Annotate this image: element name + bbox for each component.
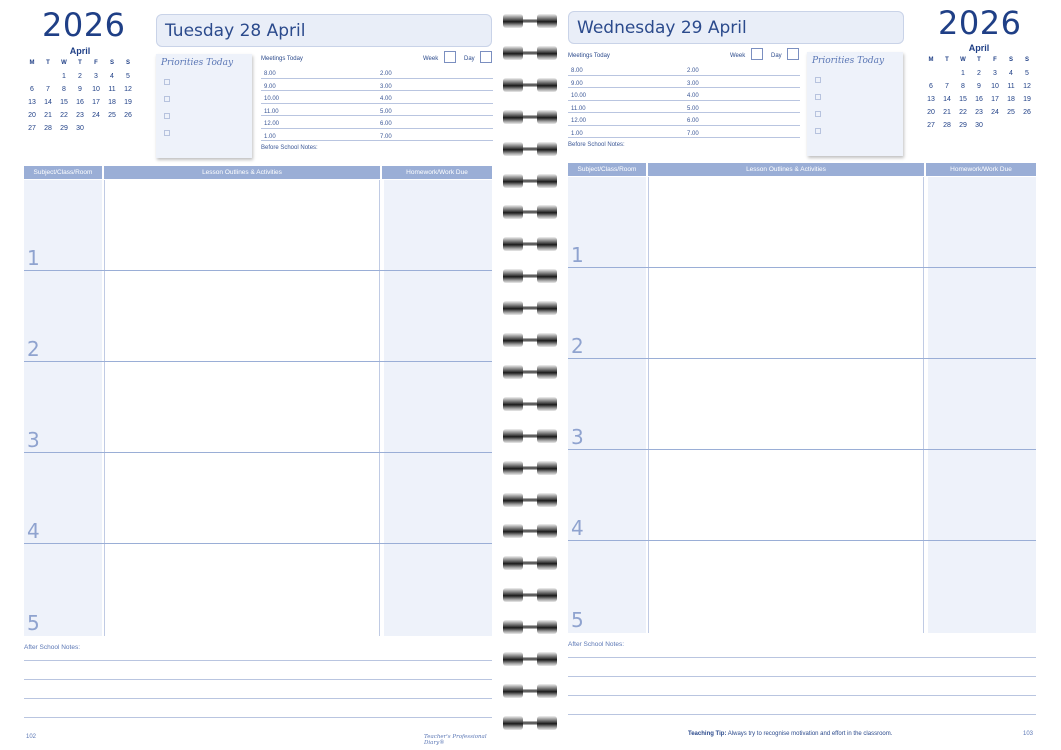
spiral-coil — [503, 333, 557, 347]
teaching-tip-label: Teaching Tip: — [688, 731, 727, 737]
calendar-weekday: S — [125, 60, 130, 66]
meeting-time-slot[interactable]: 10.00 — [568, 88, 684, 101]
year-title: 2026 — [938, 4, 1022, 42]
note-line — [568, 658, 1036, 677]
spiral-coil — [503, 269, 557, 283]
meeting-time-slot[interactable]: 3.00 — [377, 79, 493, 92]
meeting-times — [568, 63, 800, 138]
year-title: 2026 — [42, 6, 126, 44]
calendar-day[interactable]: 2 — [977, 70, 981, 77]
calendar-day[interactable]: 14 — [943, 96, 951, 103]
spiral-coil — [503, 301, 557, 315]
calendar-weekday: M — [928, 57, 934, 63]
calendar-day[interactable]: 7 — [945, 83, 949, 90]
meeting-time-slot[interactable]: 6.00 — [377, 116, 493, 129]
week-label: Week — [423, 56, 439, 62]
calendar-day[interactable]: 13 — [927, 96, 935, 103]
calendar-weekday: S — [1008, 57, 1013, 63]
note-line — [24, 661, 492, 680]
meetings-section — [568, 49, 800, 148]
day-label: Day — [771, 53, 782, 59]
calendar-day[interactable]: 1 — [62, 73, 66, 80]
calendar-weekday: F — [993, 57, 997, 63]
period-number: 3 — [571, 425, 584, 449]
calendar-day[interactable]: 21 — [943, 109, 951, 116]
spiral-coil — [503, 524, 557, 538]
spiral-coil — [503, 429, 557, 443]
period-number: 3 — [27, 428, 40, 452]
spiral-coil — [503, 652, 557, 666]
period-number: 1 — [571, 243, 584, 267]
priorities-note — [807, 52, 903, 156]
meeting-time-slot[interactable]: 7.00 — [377, 129, 493, 142]
lesson-table — [24, 166, 492, 636]
mini-calendar — [24, 46, 136, 133]
brand-footer: Teacher's Professional Diary® — [424, 734, 487, 746]
calendar-weekday: T — [945, 57, 949, 63]
mini-calendar — [923, 43, 1035, 130]
calendar-weekday: T — [78, 60, 82, 66]
table-header — [568, 163, 1036, 176]
priority-checkbox[interactable] — [815, 111, 821, 117]
calendar-day[interactable]: 23 — [76, 112, 84, 119]
calendar-weekday: S — [109, 60, 114, 66]
calendar-day[interactable]: 2 — [78, 73, 82, 80]
priority-checkbox[interactable] — [164, 96, 170, 102]
meeting-time-slot[interactable]: 8.00 — [568, 63, 684, 76]
calendar-day[interactable]: 4 — [1009, 70, 1013, 77]
calendar-month: April — [968, 43, 990, 53]
calendar-day[interactable]: 23 — [975, 109, 983, 116]
calendar-weekday: T — [46, 60, 50, 66]
lesson-column-header: Lesson Outlines & Activities — [648, 163, 926, 176]
note-line — [568, 677, 1036, 696]
calendar-day[interactable]: 14 — [44, 99, 52, 106]
calendar-day[interactable]: 12 — [124, 86, 132, 93]
spiral-coil — [503, 556, 557, 570]
meeting-time-slot[interactable]: 10.00 — [261, 91, 377, 104]
calendar-day[interactable]: 6 — [929, 83, 933, 90]
homework-column-header: Homework/Work Due — [926, 163, 1036, 176]
calendar-day[interactable]: 11 — [108, 86, 116, 93]
page-number: 102 — [26, 734, 37, 740]
priority-checkbox[interactable] — [815, 128, 821, 134]
calendar-weekday: T — [977, 57, 981, 63]
calendar-day[interactable]: 5 — [1025, 70, 1029, 77]
priority-checkbox[interactable] — [164, 79, 170, 85]
day-checkbox[interactable] — [480, 51, 492, 63]
meeting-time-slot[interactable]: 9.00 — [568, 76, 684, 89]
note-line — [568, 696, 1036, 715]
after-school-notes[interactable] — [24, 644, 492, 718]
calendar-day[interactable]: 30 — [975, 122, 983, 129]
period-number: 2 — [27, 337, 40, 361]
calendar-day[interactable]: 20 — [28, 112, 36, 119]
date-title: Tuesday 28 April — [156, 14, 492, 47]
spiral-coil — [503, 142, 557, 156]
meeting-time-slot[interactable]: 11.00 — [261, 104, 377, 117]
calendar-day[interactable]: 15 — [60, 99, 68, 106]
calendar-day[interactable]: 16 — [975, 96, 983, 103]
spiral-coil — [503, 78, 557, 92]
meeting-time-slot[interactable]: 2.00 — [684, 63, 800, 76]
calendar-grid — [24, 59, 136, 133]
day-label: Day — [464, 56, 475, 62]
meetings-section — [261, 52, 493, 151]
spiral-coil — [503, 205, 557, 219]
priorities-title: Priorities Today — [161, 58, 234, 68]
calendar-day[interactable] — [40, 72, 56, 81]
calendar-day[interactable]: 18 — [1007, 96, 1015, 103]
calendar-day[interactable]: 18 — [108, 99, 116, 106]
calendar-day[interactable]: 19 — [124, 99, 132, 106]
note-line — [24, 651, 492, 661]
calendar-day[interactable]: 22 — [60, 112, 68, 119]
lesson-table — [568, 163, 1036, 633]
calendar-day[interactable]: 28 — [44, 125, 52, 132]
meeting-time-slot[interactable]: 9.00 — [261, 79, 377, 92]
spiral-coil — [503, 461, 557, 475]
meeting-time-slot[interactable]: 7.00 — [684, 126, 800, 139]
homework-column-header: Homework/Work Due — [382, 166, 492, 179]
meeting-time-slot[interactable]: 1.00 — [568, 126, 684, 139]
before-school-notes-label: Before School Notes: — [568, 142, 625, 148]
meetings-label: Meetings Today — [261, 56, 303, 62]
spiral-coil — [503, 716, 557, 730]
period-row[interactable] — [568, 359, 1036, 450]
priority-checkbox[interactable] — [815, 94, 821, 100]
period-row[interactable] — [24, 362, 492, 453]
page-number: 103 — [1023, 731, 1034, 737]
calendar-day[interactable]: 25 — [108, 112, 116, 119]
calendar-day[interactable]: 3 — [993, 70, 997, 77]
calendar-day[interactable]: 19 — [1023, 96, 1031, 103]
spiral-coil — [503, 684, 557, 698]
period-number: 4 — [571, 516, 584, 540]
calendar-day[interactable]: 24 — [991, 109, 999, 116]
calendar-day[interactable]: 25 — [1007, 109, 1015, 116]
day-checkbox[interactable] — [787, 48, 799, 60]
period-number: 1 — [27, 246, 40, 270]
period-row[interactable] — [568, 450, 1036, 541]
calendar-day[interactable]: 28 — [943, 122, 951, 129]
calendar-day[interactable]: 30 — [76, 125, 84, 132]
subject-column-header: Subject/Class/Room — [24, 166, 104, 179]
calendar-day[interactable]: 15 — [959, 96, 967, 103]
subject-column-header: Subject/Class/Room — [568, 163, 648, 176]
calendar-day[interactable]: 20 — [927, 109, 935, 116]
teaching-tip — [688, 731, 892, 737]
period-number: 2 — [571, 334, 584, 358]
meeting-time-slot[interactable]: 5.00 — [377, 104, 493, 117]
note-line — [24, 699, 492, 718]
spiral-coil — [503, 110, 557, 124]
calendar-weekday: W — [61, 60, 67, 66]
spiral-coil — [503, 588, 557, 602]
meeting-time-slot[interactable]: 1.00 — [261, 129, 377, 142]
calendar-day[interactable] — [939, 69, 955, 78]
calendar-day[interactable]: 12 — [1023, 83, 1031, 90]
meeting-time-slot[interactable]: 12.00 — [261, 116, 377, 129]
calendar-weekday: F — [94, 60, 98, 66]
meeting-time-slot[interactable]: 4.00 — [377, 91, 493, 104]
spiral-coil — [503, 620, 557, 634]
meeting-times — [261, 66, 493, 141]
table-header — [24, 166, 492, 179]
meeting-time-slot[interactable]: 11.00 — [568, 101, 684, 114]
date-title: Wednesday 29 April — [568, 11, 904, 44]
period-number: 5 — [571, 608, 584, 632]
calendar-day[interactable]: 10 — [991, 83, 999, 90]
period-row[interactable] — [568, 268, 1036, 359]
period-number: 4 — [27, 519, 40, 543]
calendar-day[interactable]: 17 — [991, 96, 999, 103]
calendar-day[interactable]: 26 — [1023, 109, 1031, 116]
right-page — [560, 0, 1061, 750]
spiral-coil — [503, 174, 557, 188]
spiral-binding — [500, 0, 560, 750]
calendar-day[interactable]: 9 — [977, 83, 981, 90]
calendar-day[interactable]: 29 — [60, 125, 68, 132]
calendar-day[interactable]: 22 — [959, 109, 967, 116]
meeting-time-slot[interactable]: 8.00 — [261, 66, 377, 79]
note-line — [24, 680, 492, 699]
calendar-day[interactable] — [24, 72, 40, 81]
spiral-coil — [503, 46, 557, 60]
teaching-tip-text: Always try to recognise motivation and effort in the classroom. — [727, 731, 893, 737]
meetings-label: Meetings Today — [568, 53, 610, 59]
meeting-time-slot[interactable]: 4.00 — [684, 88, 800, 101]
calendar-weekday: S — [1024, 57, 1029, 63]
week-label: Week — [730, 53, 746, 59]
calendar-day[interactable]: 26 — [124, 112, 132, 119]
calendar-day[interactable]: 5 — [126, 73, 130, 80]
spiral-coil — [503, 493, 557, 507]
calendar-day[interactable]: 27 — [28, 125, 36, 132]
lesson-column-header: Lesson Outlines & Activities — [104, 166, 382, 179]
calendar-day[interactable] — [1019, 121, 1035, 130]
period-row[interactable] — [24, 271, 492, 362]
meeting-time-slot[interactable]: 5.00 — [684, 101, 800, 114]
priority-checkbox[interactable] — [164, 113, 170, 119]
priority-checkbox[interactable] — [815, 77, 821, 83]
period-row[interactable] — [568, 177, 1036, 268]
priority-checkbox[interactable] — [164, 130, 170, 136]
note-line — [568, 648, 1036, 658]
calendar-day[interactable] — [987, 121, 1003, 130]
calendar-day[interactable]: 17 — [92, 99, 100, 106]
before-school-notes-label: Before School Notes: — [261, 145, 318, 151]
calendar-day[interactable]: 7 — [46, 86, 50, 93]
calendar-day[interactable]: 4 — [110, 73, 114, 80]
calendar-day[interactable]: 21 — [44, 112, 52, 119]
spiral-coil — [503, 237, 557, 251]
calendar-day[interactable]: 8 — [961, 83, 965, 90]
calendar-weekday: M — [29, 60, 35, 66]
period-number: 5 — [27, 611, 40, 635]
calendar-day[interactable] — [120, 124, 136, 133]
meeting-time-slot[interactable]: 6.00 — [684, 113, 800, 126]
calendar-day[interactable]: 3 — [94, 73, 98, 80]
calendar-day[interactable]: 10 — [92, 86, 100, 93]
after-school-notes-label: After School Notes: — [568, 641, 624, 648]
after-school-notes-label: After School Notes: — [24, 644, 80, 651]
calendar-day[interactable] — [104, 124, 120, 133]
priorities-title: Priorities Today — [812, 56, 885, 66]
calendar-day[interactable]: 8 — [62, 86, 66, 93]
week-checkbox[interactable] — [444, 51, 456, 63]
calendar-day[interactable]: 29 — [959, 122, 967, 129]
calendar-day[interactable]: 13 — [28, 99, 36, 106]
calendar-day[interactable] — [923, 69, 939, 78]
period-row[interactable] — [568, 541, 1036, 632]
period-row[interactable] — [24, 180, 492, 271]
week-checkbox[interactable] — [751, 48, 763, 60]
calendar-day[interactable]: 1 — [961, 70, 965, 77]
period-row[interactable] — [24, 453, 492, 544]
calendar-grid — [923, 56, 1035, 130]
after-school-notes[interactable] — [568, 641, 1036, 715]
calendar-weekday: W — [960, 57, 966, 63]
spiral-coil — [503, 365, 557, 379]
calendar-day[interactable]: 24 — [92, 112, 100, 119]
calendar-day[interactable]: 27 — [927, 122, 935, 129]
calendar-day[interactable]: 6 — [30, 86, 34, 93]
spiral-coil — [503, 14, 557, 28]
meeting-time-slot[interactable]: 3.00 — [684, 76, 800, 89]
spiral-coil — [503, 397, 557, 411]
period-row[interactable] — [24, 544, 492, 635]
calendar-month: April — [69, 46, 91, 56]
calendar-day[interactable] — [1003, 121, 1019, 130]
calendar-day[interactable]: 9 — [78, 86, 82, 93]
calendar-day[interactable]: 16 — [76, 99, 84, 106]
calendar-day[interactable]: 11 — [1007, 83, 1015, 90]
calendar-day[interactable] — [88, 124, 104, 133]
left-page — [0, 0, 500, 750]
meeting-time-slot[interactable]: 12.00 — [568, 113, 684, 126]
meeting-time-slot[interactable]: 2.00 — [377, 66, 493, 79]
priorities-note — [156, 54, 252, 158]
